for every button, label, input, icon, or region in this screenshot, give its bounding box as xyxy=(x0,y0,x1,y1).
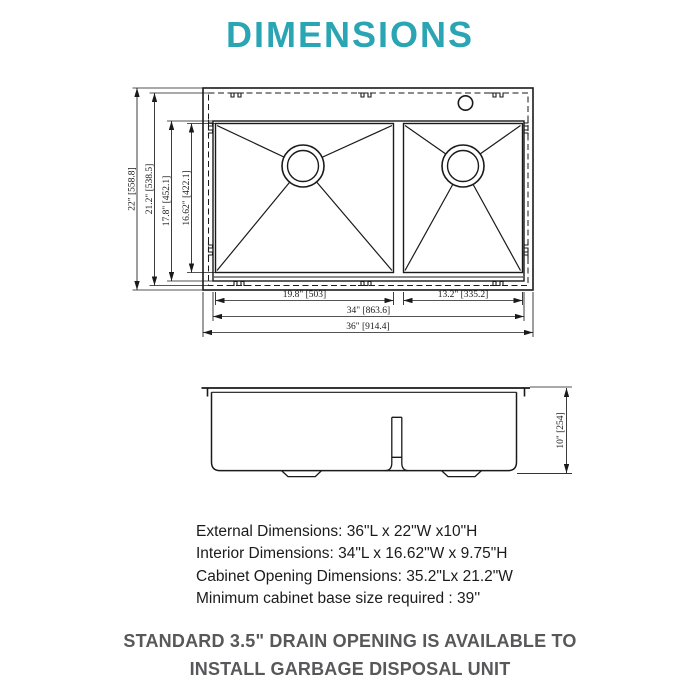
dim-label-cabinet-width: 21.2" [538.5] xyxy=(145,163,155,215)
mounting-clip-icons xyxy=(209,93,529,286)
side-body-outline xyxy=(212,392,517,470)
dim-label-overall-length: 36" [914.4] xyxy=(346,322,390,332)
sink-top-view xyxy=(203,88,533,290)
spec-external-dimensions: External Dimensions: 36"L x 22"W x10"H xyxy=(196,523,478,540)
right-drain-icon xyxy=(442,145,484,187)
dim-label-interior-length: 34" [863.6] xyxy=(346,306,391,316)
side-view-height-dimension xyxy=(517,387,572,474)
cabinet-opening-outline xyxy=(209,93,529,286)
dim-label-interior-width: 16.62" [422.1] xyxy=(182,170,192,226)
right-drain-bump xyxy=(442,471,482,477)
drain-note-line-2: INSTALL GARBAGE DISPOSAL UNIT xyxy=(189,659,511,679)
bowl-divider xyxy=(385,417,409,470)
faucet-hole-icon xyxy=(458,96,472,110)
page-title: DIMENSIONS xyxy=(225,14,475,55)
drain-note xyxy=(0,627,700,683)
dim-label-right-bowl-length: 13.2" [335.2] xyxy=(437,290,489,300)
sink-outer-rim xyxy=(203,88,533,290)
sink-side-view xyxy=(202,388,531,477)
top-view-length-dimensions xyxy=(203,290,533,337)
left-drain-icon xyxy=(282,145,324,187)
spec-minimum-cabinet-base: Minimum cabinet base size required : 39'' xyxy=(196,590,481,608)
dim-label-rim-width: 17.8" [452.1] xyxy=(162,175,172,227)
dim-label-overall-width: 22" [558.8] xyxy=(127,167,138,211)
drain-note-line-1: STANDARD 3.5" DRAIN OPENING IS AVAILABLE TO xyxy=(123,631,577,651)
left-drain-bump xyxy=(282,471,322,477)
dim-label-left-bowl-length: 19.8" [503] xyxy=(282,290,327,300)
dim-label-height: 10" [254] xyxy=(556,412,566,449)
spec-cabinet-opening-dimensions: Cabinet Opening Dimensions: 35.2"Lx 21.2"W xyxy=(196,567,513,585)
spec-interior-dimensions: Interior Dimensions: 34"L x 16.62"W x 9.75"H xyxy=(196,545,508,563)
spec-list xyxy=(196,521,513,611)
